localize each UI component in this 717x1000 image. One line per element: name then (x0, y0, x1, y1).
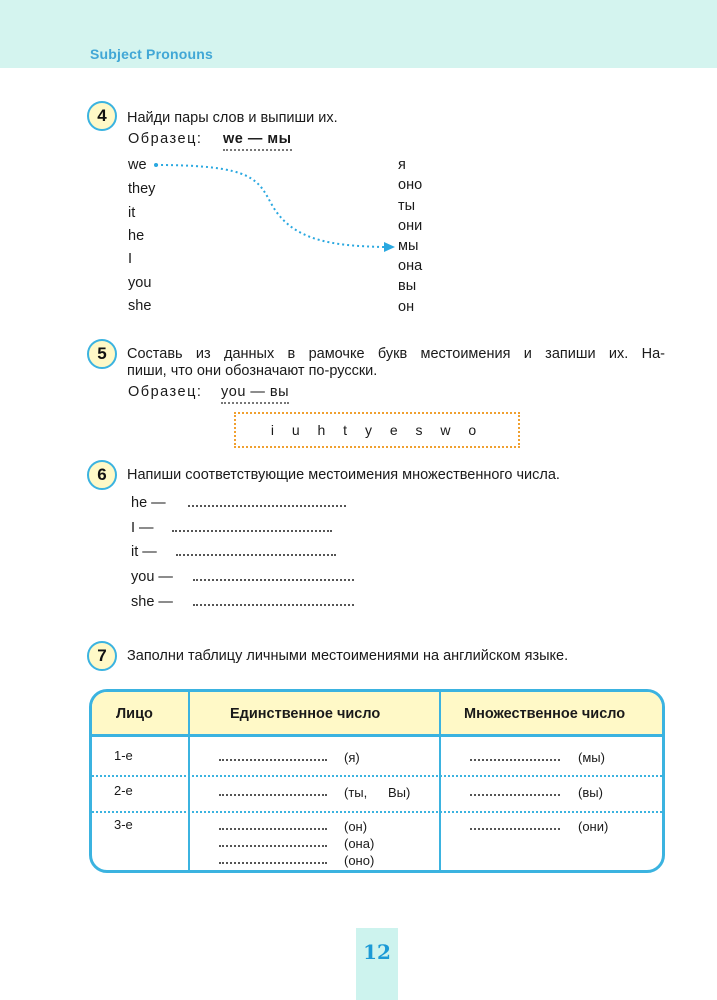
left-word-it: it (128, 205, 136, 221)
table-row-separator-2 (92, 811, 662, 813)
row2-singular-hint-b: Вы) (388, 785, 411, 800)
row3-singular-hint-2: (она) (344, 836, 375, 851)
answer-blank-he[interactable] (188, 505, 346, 507)
pronoun-she: she — (131, 594, 173, 610)
row3-person: 3-е (114, 817, 133, 832)
left-word-they: they (128, 181, 156, 197)
row3-singular-blank-1[interactable] (219, 828, 327, 830)
row1-singular-blank[interactable] (219, 759, 327, 761)
letters-box: i u h t y e s w o (234, 412, 520, 448)
page-number-tab (356, 928, 398, 1000)
left-word-you: you (128, 275, 152, 291)
table-header-row (92, 692, 662, 737)
right-word-on: он (398, 299, 415, 315)
row3-singular-hint-1: (он) (344, 819, 368, 834)
right-word-ty: ты (398, 198, 416, 214)
pronoun-you: you — (131, 569, 173, 585)
exercise-4-sample-label: Образец: (128, 131, 203, 147)
left-word-she: she (128, 298, 152, 314)
page-number: 12 (363, 940, 391, 964)
exercise-5-number: 5 (87, 339, 117, 369)
exercise-6-instruction: Напиши соответствующие местоимения множественного числа. (127, 467, 560, 483)
row3-singular-hint-3: (оно) (344, 853, 375, 868)
exercise-7-instruction: Заполни таблицу личными местоимениями на английском языке. (127, 648, 569, 664)
right-word-ya: я (398, 157, 406, 173)
exercise-5-sample-answer: you — вы (221, 384, 289, 404)
row1-person: 1-е (114, 748, 133, 763)
right-word-ono: оно (398, 177, 423, 193)
row2-singular-blank[interactable] (219, 794, 327, 796)
answer-blank-it[interactable] (176, 554, 336, 556)
answer-blank-i[interactable] (172, 530, 332, 532)
row3-singular-blank-3[interactable] (219, 862, 327, 864)
left-word-he: he (128, 228, 145, 244)
row2-plural-hint: (вы) (578, 785, 603, 800)
right-word-my: мы (398, 238, 419, 254)
answer-blank-you[interactable] (193, 579, 354, 581)
pronoun-it: it — (131, 544, 157, 560)
table-divider-2 (439, 692, 441, 873)
row2-person: 2-е (114, 783, 133, 798)
row2-plural-blank[interactable] (470, 794, 560, 796)
exercise-5-instruction-line1: Составь из данных в рамочке букв местоимения и запиши их. На- (127, 346, 665, 362)
exercise-7-number: 7 (87, 641, 117, 671)
exercise-5-sample-label: Образец: (128, 384, 203, 400)
header-singular: Единственное число (230, 706, 381, 722)
pronoun-i: I — (131, 520, 154, 536)
exercise-4-number: 4 (87, 101, 117, 131)
exercise-4-instruction: Найди пары слов и выпиши их. (127, 110, 338, 126)
row3-plural-blank[interactable] (470, 828, 560, 830)
right-word-vy: вы (398, 278, 417, 294)
row2-singular-hint-a: (ты, (344, 785, 368, 800)
exercise-6-number: 6 (87, 460, 117, 490)
page-header-title: Subject Pronouns (90, 46, 213, 62)
header-plural: Множественное число (464, 706, 626, 722)
left-word-we: we (128, 157, 147, 173)
row3-singular-blank-2[interactable] (219, 845, 327, 847)
row3-plural-hint: (они) (578, 819, 609, 834)
header-person: Лицо (116, 706, 153, 722)
row1-singular-hint: (я) (344, 750, 360, 765)
left-word-i: I (128, 251, 133, 267)
table-row-separator-1 (92, 775, 662, 777)
exercise-5-instruction-line2: пиши, что они обозначают по-русски. (127, 363, 378, 379)
table-divider-1 (188, 692, 190, 873)
right-word-oni: они (398, 218, 423, 234)
right-word-ona: она (398, 258, 423, 274)
pronoun-table (89, 689, 665, 873)
pronoun-he: he — (131, 495, 166, 511)
answer-blank-she[interactable] (193, 604, 354, 606)
exercise-4-sample-answer: we — мы (223, 131, 292, 151)
row1-plural-blank[interactable] (470, 759, 560, 761)
row1-plural-hint: (мы) (578, 750, 605, 765)
